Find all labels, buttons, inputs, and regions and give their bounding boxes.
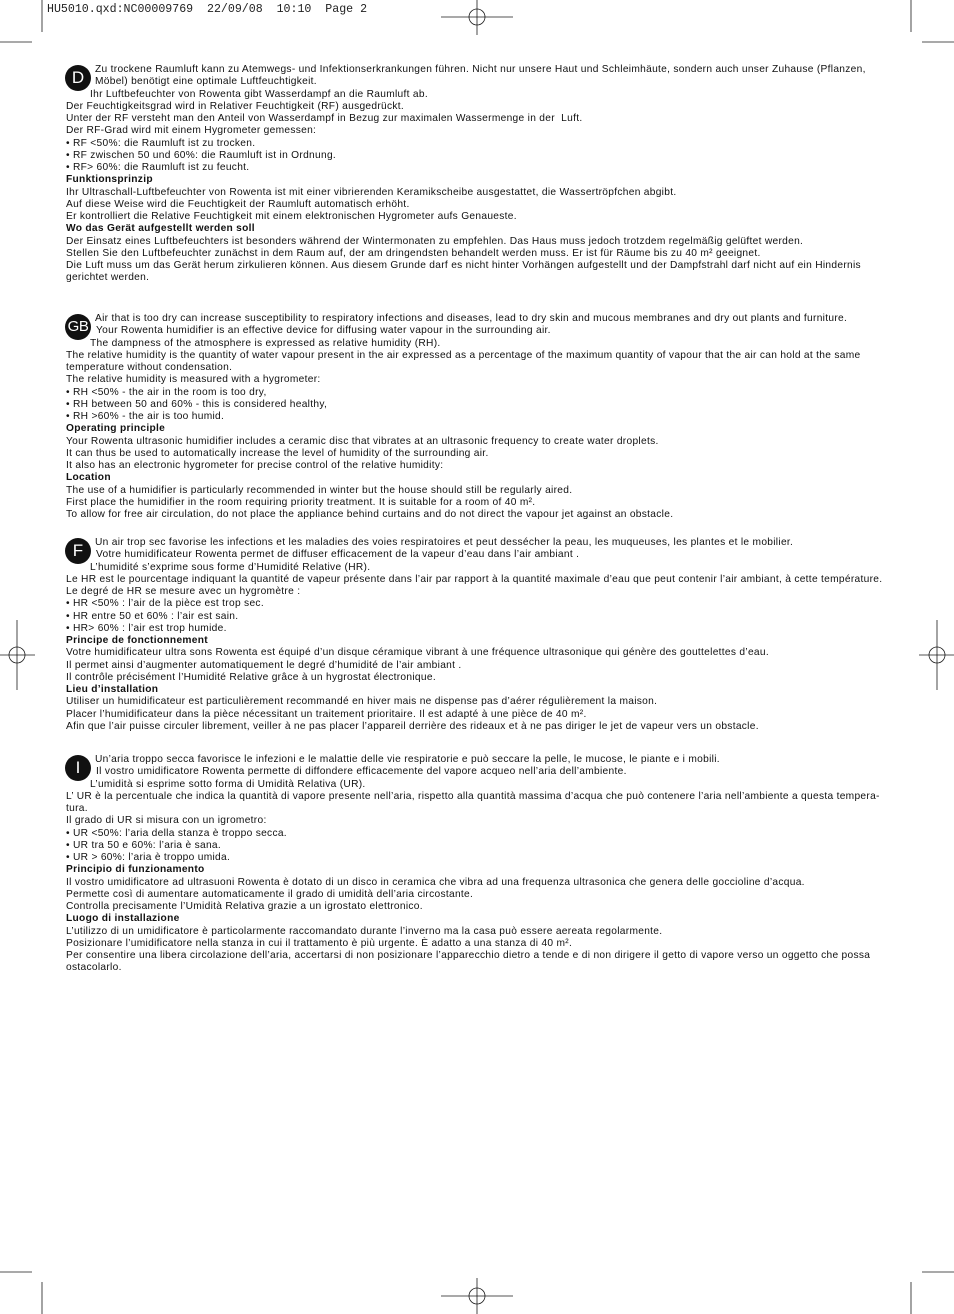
paragraph-line: L’utilizzo di un umidificatore è particolarmente raccomandato durante l’inverno ma la casa può essere aereata regolarmente. [66,925,663,937]
paragraph-line: Controlla precisamente l’Umidità Relativa grazie a un igrostato elettronico. [66,901,423,912]
registration-mark-left [0,620,35,690]
paragraph-line: Stellen Sie den Luftbefeuchter zunächst in dem Raum auf, der am dringendsten behandelt werden muss. Er ist für Räume bis zu 40 m² geeignet. [66,247,761,259]
heading-operating-principle: Funktionsprinzip [66,174,153,186]
intro-line: Möbel) benötigt eine optimale Luftfeuchtigkeit. [95,76,317,88]
intro-line: Zu trockene Raumluft kann zu Atemwegs- und Infektionserkrankungen führen. Nicht nur unsere Haut und Schleimhäute, sondern auch unser Zuhause (Pflanzen, [95,64,866,75]
crop-mark-bottom-right [911,1272,954,1314]
language-badge-f: F [65,538,91,564]
intro-line: Le HR est le pourcentage indiquant la quantité de vapeur présente dans l’air par rapport à la quantité maximale d’eau que peut contenir l’air ambiant, à cette température. [66,573,883,585]
registration-mark-right [919,620,954,690]
intro-line: Il vostro umidificatore Rowenta permette di diffondere efficacemente del vapore acqueo nell’aria dell’ambiente. [96,766,627,778]
paragraph-line: ostacolarlo. [66,962,122,974]
heading-operating-principle: Operating principle [66,423,166,435]
section-german [66,64,906,285]
registration-mark-bottom [441,1278,513,1314]
paragraph-line: It also has an electronic hygrometer for precise control of the relative humidity: [66,460,444,471]
intro-line: temperature without condensation. [66,362,233,373]
paragraph-line: Il permet ainsi d’augmenter automatiquement le degré d’humidité de l’air ambiant . [66,659,462,671]
intro-line: Der Feuchtigkeitsgrad wird in Relativer Feuchtigkeit (RF) ausgedrückt. [66,100,405,112]
intro-line: tura. [66,803,88,814]
print-slug: HU5010.qxd:NC00009769 22/09/08 10:10 Page 2 [47,3,368,16]
paragraph-line: Per consentire una libera circolazione dell’aria, accertarsi di non posizionare l’apparecchio dietro a tende e di non dirigere il getto di vapore verso un oggetto che possa [66,950,871,961]
crop-mark-top-right [911,0,954,42]
section-english [66,313,906,521]
paragraph-line: To allow for free air circulation, do not place the appliance behind curtains and do not direct the vapour jet against an obstacle. [66,509,674,520]
paragraph-line: It can thus be used to automatically increase the level of humidity of the surrounding air. [66,447,489,459]
paragraph-line: Ihr Ultraschall-Luftbefeuchter von Rowenta ist mit einer vibrierenden Keramikscheibe ausgestattet, die Wassertröpfchen abgibt. [66,186,677,198]
intro-line: The relative humidity is measured with a hygrometer: [66,374,321,386]
bullet-item: • RH <50% - the air in the room is too dry, [66,386,267,398]
intro-line: Le degré de HR se mesure avec un hygromètre : [66,586,301,597]
bullet-item: • HR> 60% : l’air est trop humide. [66,622,227,634]
intro-line: Your Rowenta humidifier is an effective device for diffusing water vapour in the surrounding air. [96,325,551,337]
heading-location: Lieu d’installation [66,684,159,695]
heading-operating-principle: Principio di funzionamento [66,864,205,876]
section-italian [66,754,906,975]
paragraph-line: Er kontrolliert die Relative Feuchtigkeit mit einem elektronischen Hygrometer aufs Genaueste. [66,211,517,222]
paragraph-line: Il contrôle précisément l’Humidité Relative grâce à un hygrostat électronique. [66,671,436,683]
intro-line: Votre humidificateur Rowenta permet de diffuser efficacement de la vapeur d’eau dans l’air ambiant . [96,549,580,561]
section-french [66,537,906,733]
paragraph-line: gerichtet werden. [66,272,150,284]
bullet-item: • HR <50% : l’air de la pièce est trop sec. [66,598,264,610]
intro-line: L’humidité s’exprime sous forme d’Humidité Relative (HR). [90,561,371,573]
paragraph-line: Die Luft muss um das Gerät herum zirkulieren können. Aus diesem Grunde darf es nicht hinter Vorhängen aufgestellt und der Dampfstrahl darf nicht auf ein Hindernis [66,260,861,271]
intro-line: Ihr Luftbefeuchter von Rowenta gibt Wasserdampf an die Raumluft ab. [90,88,428,100]
paragraph-line: The use of a humidifier is particularly recommended in winter but the house should still be regularly aired. [66,484,573,496]
bullet-item: • RF <50%: die Raumluft ist zu trocken. [66,137,256,149]
crop-mark-bottom-left [0,1272,42,1314]
paragraph-line: First place the humidifier in the room requiring priority treatment. It is suitable for a room of 40 m². [66,496,536,508]
paragraph-line: Your Rowenta ultrasonic humidifier includes a ceramic disc that vibrates at an ultrasonic frequency to create water droplets. [66,435,659,447]
heading-location: Luogo di installazione [66,913,180,925]
paragraph-line: Utiliser un humidificateur est particulièrement recommandé en hiver mais ne dispense pas d’aérer régulièrement la maison. [66,696,658,708]
language-badge-gb: GB [65,314,91,340]
bullet-item: • UR > 60%: l’aria è troppo umida. [66,852,231,863]
intro-line: Air that is too dry can increase susceptibility to respiratory infections and diseases, lead to dry skin and mucous membranes and dry out plants and furniture. [95,313,848,324]
intro-line: L’ UR è la percentuale che indica la quantità di vapore presente nell’aria, rispetto alla quantità massima d’acqua che può contenere l’aria nell’ambiente a questa tempera- [66,790,880,802]
paragraph-line: Il vostro umidificatore ad ultrasuoni Rowenta è dotato di un disco in ceramica che vibra ad una frequenza ultrasonica che genera delle goccioline d’acqua. [66,876,805,888]
bullet-item: • UR <50%: l’aria della stanza è troppo secca. [66,827,287,839]
heading-location: Location [66,472,111,484]
paragraph-line: Placer l’humidificateur dans la pièce nécessitant un traitement prioritaire. Il est adapté à une pièce de 40 m². [66,708,587,720]
intro-line: The dampness of the atmosphere is expressed as relative humidity (RH). [90,337,441,349]
bullet-item: • UR tra 50 e 60%: l’aria è sana. [66,839,222,851]
paragraph-line: Permette così di aumentare automaticamente il grado di umidità dell’aria circostante. [66,888,474,900]
bullet-item: • RF zwischen 50 und 60%: die Raumluft ist in Ordnung. [66,149,337,161]
bullet-item: • RF> 60%: die Raumluft ist zu feucht. [66,162,250,173]
paragraph-line: Posizionare l’umidificatore nella stanza in cui il trattamento è più urgente. È adatto a una stanza di 40 m². [66,937,573,949]
intro-line: The relative humidity is the quantity of water vapour present in the air expressed as a percentage of the maximum quantity of vapour that the air can hold at the same [66,349,861,361]
paragraph-line: Afin que l’air puisse circuler librement, veiller à ne pas placer l’appareil derrière des rideaux et à ne pas diriger le jet de vapeur vers un obstacle. [66,720,759,732]
bullet-item: • RH between 50 and 60% - this is considered healthy, [66,398,328,410]
paragraph-line: Auf diese Weise wird die Feuchtigkeit der Raumluft automatisch erhöht. [66,198,410,210]
intro-line: Un air trop sec favorise les infections et les maladies des voies respiratoires et peut dessécher la peau, les muqueuses, les plantes et le mobilier. [95,537,794,548]
paragraph-line: Der Einsatz eines Luftbefeuchters ist besonders während der Wintermonaten zu empfehlen. Das Haus muss jedoch trotzdem regelmäßig gelüftet werden. [66,235,804,247]
registration-mark-top [441,0,513,35]
heading-operating-principle: Principe de fonctionnement [66,635,208,646]
heading-location: Wo das Gerät aufgestellt werden soll [66,223,255,235]
bullet-item: • RH >60% - the air is too humid. [66,411,225,422]
language-badge-i: I [65,755,91,781]
intro-line: Unter der RF versteht man den Anteil von Wasserdampf in Bezug zur maximalen Wassermenge in der Luft. [66,113,583,124]
crop-mark-top-left [0,0,42,42]
intro-line: Der RF-Grad wird mit einem Hygrometer gemessen: [66,125,317,137]
intro-line: L’umidità si esprime sotto forma di Umidità Relativa (UR). [90,778,366,790]
bullet-item: • HR entre 50 et 60% : l’air est sain. [66,610,239,622]
intro-line: Un’aria troppo secca favorisce le infezioni e le malattie delle vie respiratorie e può seccare la pelle, le mucose, le piante e i mobili. [95,754,720,765]
paragraph-line: Votre humidificateur ultra sons Rowenta est équipé d’un disque céramique vibrant à une fréquence ultrasonique qui génère des gouttelettes d’eau. [66,647,769,659]
intro-line: Il grado di UR si misura con un igrometro: [66,815,267,827]
language-badge-d: D [65,65,91,91]
